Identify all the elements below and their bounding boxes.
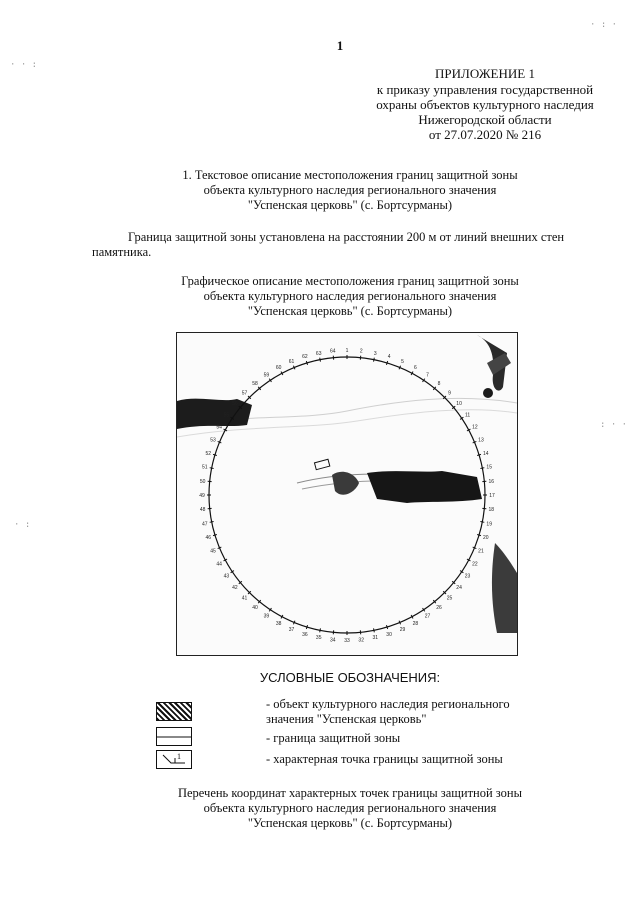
boundary-point-label-24: 24 — [456, 584, 462, 591]
boundary-point-label-28: 28 — [412, 620, 419, 627]
appendix-line-1: к приказу управления государственной — [376, 82, 594, 97]
boundary-point-label-23: 23 — [464, 573, 471, 580]
protection-zone-map — [176, 332, 518, 656]
boundary-point-label-10: 10 — [456, 401, 462, 408]
boundary-point-label-21: 21 — [478, 548, 484, 555]
boundary-point-label-27: 27 — [424, 613, 431, 620]
boundary-point-label-48: 48 — [199, 507, 206, 514]
appendix-line-3: Нижегородской области — [418, 112, 552, 127]
boundary-point-label-46: 46 — [205, 535, 212, 542]
boundary-point-label-47: 47 — [202, 521, 208, 528]
appendix-line-2: охраны объектов культурного наследия — [376, 97, 594, 112]
boundary-point-61 — [293, 366, 295, 370]
boundary-point-label-36: 36 — [302, 631, 308, 638]
boundary-point-label-31: 31 — [372, 635, 379, 642]
boundary-point-36 — [306, 625, 307, 629]
legend-object-text — [266, 697, 510, 727]
boundary-point-52 — [213, 454, 217, 455]
boundary-point-37 — [293, 621, 295, 625]
boundary-point-label-13: 13 — [478, 437, 484, 444]
boundary-point-label-12: 12 — [472, 424, 478, 431]
boundary-point-label-9: 9 — [448, 390, 451, 397]
boundary-point-19 — [480, 522, 484, 523]
appendix-line-4: от 27.07.2020 № 216 — [428, 127, 542, 142]
boundary-point-label-22: 22 — [472, 561, 478, 568]
boundary-point-53 — [218, 441, 222, 443]
boundary-point-62 — [306, 361, 307, 365]
coords-title-line-3: "Успенская церковь" (с. Бортсурманы) — [247, 816, 453, 830]
coordinates-list-title — [130, 786, 570, 831]
boundary-point-label-44: 44 — [216, 561, 222, 568]
boundary-point-label-55: 55 — [223, 412, 230, 419]
graphic-title-line-1: Графическое описание местоположения границ защитной зоны — [181, 274, 519, 288]
boundary-point-label-15: 15 — [486, 464, 492, 471]
legend-object-text-line-1: - объект культурного наследия регионального — [266, 697, 510, 711]
boundary-point-13 — [473, 441, 477, 443]
boundary-point-47 — [210, 522, 214, 523]
page-number: 1 — [336, 38, 344, 53]
legend-title: УСЛОВНЫЕ ОБОЗНАЧЕНИЯ: — [259, 670, 441, 685]
boundary-point-label-2: 2 — [359, 348, 363, 355]
boundary-point-label-7: 7 — [426, 372, 429, 379]
boundary-point-45 — [218, 547, 222, 549]
boundary-point-label-54: 54 — [216, 424, 222, 431]
appendix-header — [320, 66, 640, 142]
appendix-title: ПРИЛОЖЕНИЕ 1 — [435, 66, 535, 81]
boundary-point-14 — [477, 454, 481, 455]
map-canvas — [177, 333, 517, 655]
graphic-description-title — [130, 274, 570, 319]
boundary-point-label-20: 20 — [482, 535, 489, 542]
boundary-point-label-53: 53 — [210, 437, 216, 444]
boundary-point-label-39: 39 — [263, 613, 270, 620]
boundary-point-label-37: 37 — [288, 626, 295, 633]
legend-boundary-symbol — [156, 727, 192, 746]
boundary-point-label-30: 30 — [386, 631, 392, 638]
boundary-point-label-62: 62 — [302, 354, 308, 361]
boundary-point-63 — [320, 358, 321, 362]
boundary-point-label-61: 61 — [288, 359, 295, 366]
boundary-point-label-45: 45 — [210, 548, 216, 555]
boundary-point-label-38: 38 — [275, 620, 282, 627]
boundary-point-21 — [473, 547, 477, 549]
boundary-point-label-40: 40 — [252, 605, 258, 612]
legend-point-symbol-label: 1 — [177, 752, 181, 761]
boundary-point-label-32: 32 — [358, 637, 364, 644]
boundary-point-label-50: 50 — [199, 478, 206, 485]
scan-noise: · : — [14, 520, 31, 530]
boundary-point-4 — [386, 361, 387, 365]
boundary-point-3 — [374, 358, 375, 362]
legend-object-symbol — [156, 702, 192, 721]
legend-point-symbol — [156, 750, 192, 769]
graphic-title-line-2: объекта культурного наследия регионального значения — [203, 289, 497, 303]
boundary-description-text: Граница защитной зоны установлена на расстоянии 200 м от линий внешних стен памятника. — [92, 230, 565, 259]
boundary-point-label-58: 58 — [252, 380, 258, 387]
boundary-point-label-60: 60 — [275, 365, 282, 372]
boundary-point-label-11: 11 — [464, 412, 471, 419]
boundary-point-label-29: 29 — [399, 626, 406, 633]
section1-title — [130, 168, 570, 213]
boundary-point-label-41: 41 — [241, 595, 248, 602]
coords-title-line-2: объекта культурного наследия регионального значения — [203, 801, 497, 815]
boundary-point-label-17: 17 — [489, 493, 495, 499]
boundary-point-label-52: 52 — [205, 450, 212, 457]
boundary-point-label-63: 63 — [315, 350, 322, 357]
boundary-point-label-3: 3 — [373, 350, 377, 357]
boundary-point-label-43: 43 — [223, 573, 230, 580]
boundary-point-29 — [399, 621, 401, 625]
boundary-point-label-35: 35 — [315, 635, 322, 642]
scan-noise: : · · — [600, 420, 628, 430]
boundary-point-label-19: 19 — [486, 521, 492, 528]
legend-boundary-text: - граница защитной зоны — [266, 731, 401, 745]
boundary-point-35 — [320, 628, 321, 632]
boundary-point-label-42: 42 — [232, 584, 238, 591]
legend-object-text-line-2: значения "Успенская церковь" — [266, 712, 427, 726]
boundary-point-label-51: 51 — [202, 464, 208, 471]
boundary-point-label-64: 64 — [330, 348, 336, 355]
boundary-point-label-25: 25 — [446, 595, 453, 602]
boundary-point-label-18: 18 — [488, 507, 495, 514]
legend-point-text: - характерная точка границы защитной зоны — [266, 752, 503, 766]
boundary-point-label-59: 59 — [263, 372, 270, 379]
boundary-point-label-6: 6 — [413, 365, 417, 372]
boundary-point-label-4: 4 — [387, 354, 391, 361]
section1-title-line-1: 1. Текстовое описание местоположения границ защитной зоны — [182, 168, 518, 182]
boundary-point-51 — [210, 468, 214, 469]
boundary-point-5 — [399, 366, 401, 370]
boundary-point-label-14: 14 — [482, 450, 489, 457]
coords-title-line-1: Перечень координат характерных точек границы защитной зоны — [177, 786, 523, 800]
boundary-point-label-56: 56 — [232, 401, 238, 408]
boundary-point-46 — [213, 534, 217, 535]
boundary-point-31 — [374, 628, 375, 632]
boundary-point-label-57: 57 — [241, 390, 248, 397]
boundary-point-label-16: 16 — [488, 478, 495, 485]
section1-title-line-2: объекта культурного наследия регионального значения — [203, 183, 497, 197]
boundary-point-15 — [480, 468, 484, 469]
boundary-point-30 — [386, 625, 387, 629]
boundary-description — [92, 230, 602, 260]
scan-noise: · : · — [590, 20, 618, 30]
boundary-point-label-26: 26 — [436, 605, 442, 612]
boundary-point-label-8: 8 — [437, 380, 441, 387]
scan-noise: · · : — [10, 60, 38, 70]
boundary-point-label-1: 1 — [345, 348, 349, 354]
boundary-point-label-5: 5 — [401, 359, 404, 366]
boundary-point-20 — [477, 534, 481, 535]
boundary-point-label-49: 49 — [199, 493, 205, 499]
graphic-title-line-3: "Успенская церковь" (с. Бортсурманы) — [247, 304, 453, 318]
boundary-point-label-33: 33 — [344, 638, 350, 644]
section1-title-line-3: "Успенская церковь" (с. Бортсурманы) — [247, 198, 453, 212]
boundary-point-label-34: 34 — [330, 637, 336, 644]
